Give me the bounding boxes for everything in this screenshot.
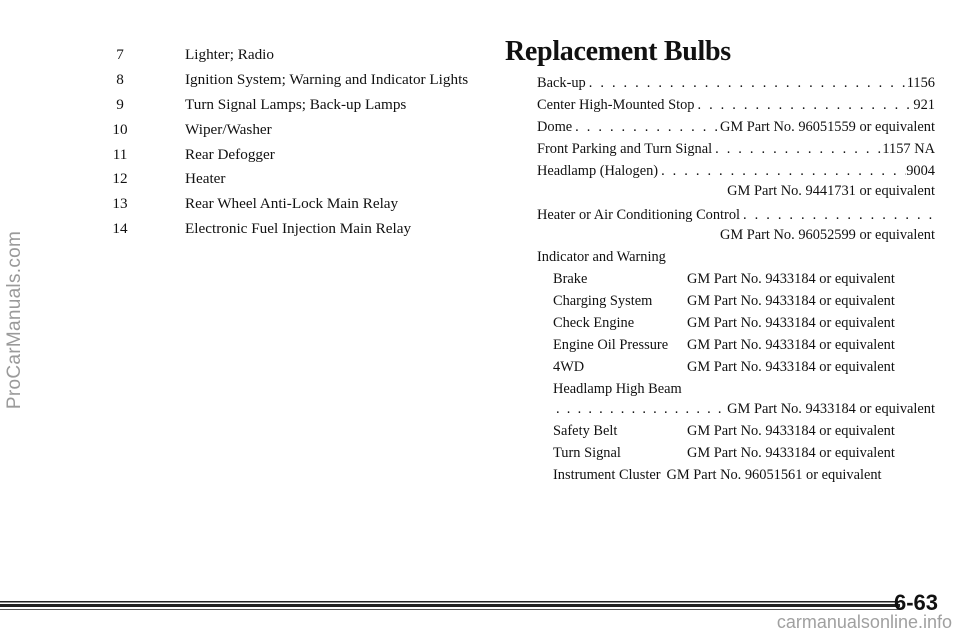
bulb-value: 1157 NA <box>882 141 935 157</box>
bulb-value: GM Part No. 9433184 or equivalent <box>687 359 895 375</box>
footer-rule-lines <box>0 600 960 612</box>
bulb-value: 921 <box>913 97 935 113</box>
indicator-heading: Indicator and Warning <box>537 249 666 265</box>
bulb-label: Engine Oil Pressure <box>553 337 669 353</box>
fuse-row <box>100 117 500 142</box>
bulb-row-chms <box>537 94 935 116</box>
fuse-number: 10 <box>112 120 128 138</box>
bulb-label: Turn Signal <box>553 445 621 461</box>
bottom-watermark: carmanualsonline.info <box>776 612 952 632</box>
indicator-row <box>537 420 935 442</box>
bulb-part-number: GM Part No. 9441731 or equivalent <box>727 183 935 199</box>
indicator-row <box>537 268 935 290</box>
fuse-description: Rear Wheel Anti-Lock Main Relay <box>185 195 399 213</box>
bulb-label: Dome <box>537 119 573 135</box>
bulb-row-dome <box>537 116 935 138</box>
indicator-row <box>537 398 935 420</box>
bulb-label: Instrument Cluster <box>553 467 661 483</box>
bulb-label: Front Parking and Turn Signal <box>537 141 713 157</box>
fuse-number: 7 <box>116 46 124 64</box>
bulb-value: GM Part No. 9433184 or equivalent <box>687 271 895 287</box>
fuse-row <box>100 68 500 93</box>
leader-dots <box>553 398 727 420</box>
leader-dots <box>658 160 906 182</box>
fuse-row <box>100 93 500 118</box>
bulb-label: 4WD <box>553 359 585 375</box>
bulb-value: GM Part No. 9433184 or equivalent <box>687 315 895 331</box>
leader-dots <box>740 204 935 226</box>
indicator-row <box>537 312 935 334</box>
fuse-number: 12 <box>112 170 128 188</box>
leader-dots <box>694 94 913 116</box>
indicator-row <box>537 464 935 486</box>
fuse-row <box>100 167 500 192</box>
side-watermark-text: ProCarManuals.com <box>4 230 25 410</box>
bulb-label: Heater or Air Conditioning Control <box>537 207 741 223</box>
fuse-description: Wiper/Washer <box>185 120 272 138</box>
indicator-row <box>537 442 935 464</box>
indicator-row <box>537 334 935 356</box>
leader-dots <box>572 116 720 138</box>
bulb-row-headlamp <box>537 160 935 182</box>
side-watermark <box>2 40 28 600</box>
bulb-part-number: GM Part No. 96052599 or equivalent <box>719 227 935 243</box>
fuse-description: Electronic Fuel Injection Main Relay <box>185 219 412 237</box>
indicator-label-high-beam: Headlamp High Beam <box>553 381 682 397</box>
footer-rule <box>0 600 960 612</box>
leader-dots <box>712 138 882 160</box>
bulb-label: Charging System <box>553 293 653 309</box>
bulb-label: Safety Belt <box>553 423 618 439</box>
fuse-row <box>100 192 500 217</box>
bulb-value: GM Part No. 9433184 or equivalent <box>687 293 895 309</box>
fuse-number: 14 <box>112 219 128 237</box>
bulb-row-backup <box>537 72 935 94</box>
bulb-label: Back-up <box>537 75 586 91</box>
fuse-description: Turn Signal Lamps; Back-up Lamps <box>185 95 407 113</box>
bulb-row-front-parking <box>537 138 935 160</box>
fuse-description: Heater <box>185 170 226 188</box>
fuse-row <box>100 142 500 167</box>
fuse-description: Rear Defogger <box>185 145 275 163</box>
section-title: Replacement Bulbs <box>505 36 731 67</box>
bulb-value: 9004 <box>906 163 935 179</box>
fuse-description: Ignition System; Warning and Indicator Lights <box>185 71 469 89</box>
leader-dots <box>586 72 907 94</box>
bulb-label: Headlamp (Halogen) <box>537 163 659 179</box>
bulb-value: GM Part No. 9433184 or equivalent <box>687 337 895 353</box>
indicator-row <box>537 290 935 312</box>
bulb-label: Brake <box>553 271 588 287</box>
replacement-bulbs-section <box>505 36 935 486</box>
bulb-value: GM Part No. 96051561 or equivalent <box>666 467 882 483</box>
fuse-list <box>100 43 500 241</box>
bulb-row-heater-ac <box>537 204 935 226</box>
fuse-number: 13 <box>112 195 128 213</box>
bulb-value: 1156 <box>906 75 935 91</box>
bulb-value: GM Part No. 9433184 or equivalent <box>687 445 895 461</box>
bulb-value: GM Part No. 9433184 or equivalent <box>687 423 895 439</box>
fuse-number: 9 <box>116 95 124 113</box>
bulb-label: Check Engine <box>553 315 635 331</box>
indicator-row <box>537 356 935 378</box>
fuse-number: 8 <box>116 71 124 89</box>
fuse-row <box>100 217 500 242</box>
fuse-number: 11 <box>112 145 128 163</box>
fuse-row <box>100 43 500 68</box>
bulb-label: Center High-Mounted Stop <box>537 97 695 113</box>
page-number: 6-63 <box>893 590 938 615</box>
fuse-description: Lighter; Radio <box>185 46 274 64</box>
bulb-value: GM Part No. 9433184 or equivalent <box>727 401 935 417</box>
bulb-value: GM Part No. 96051559 or equivalent <box>719 119 935 135</box>
